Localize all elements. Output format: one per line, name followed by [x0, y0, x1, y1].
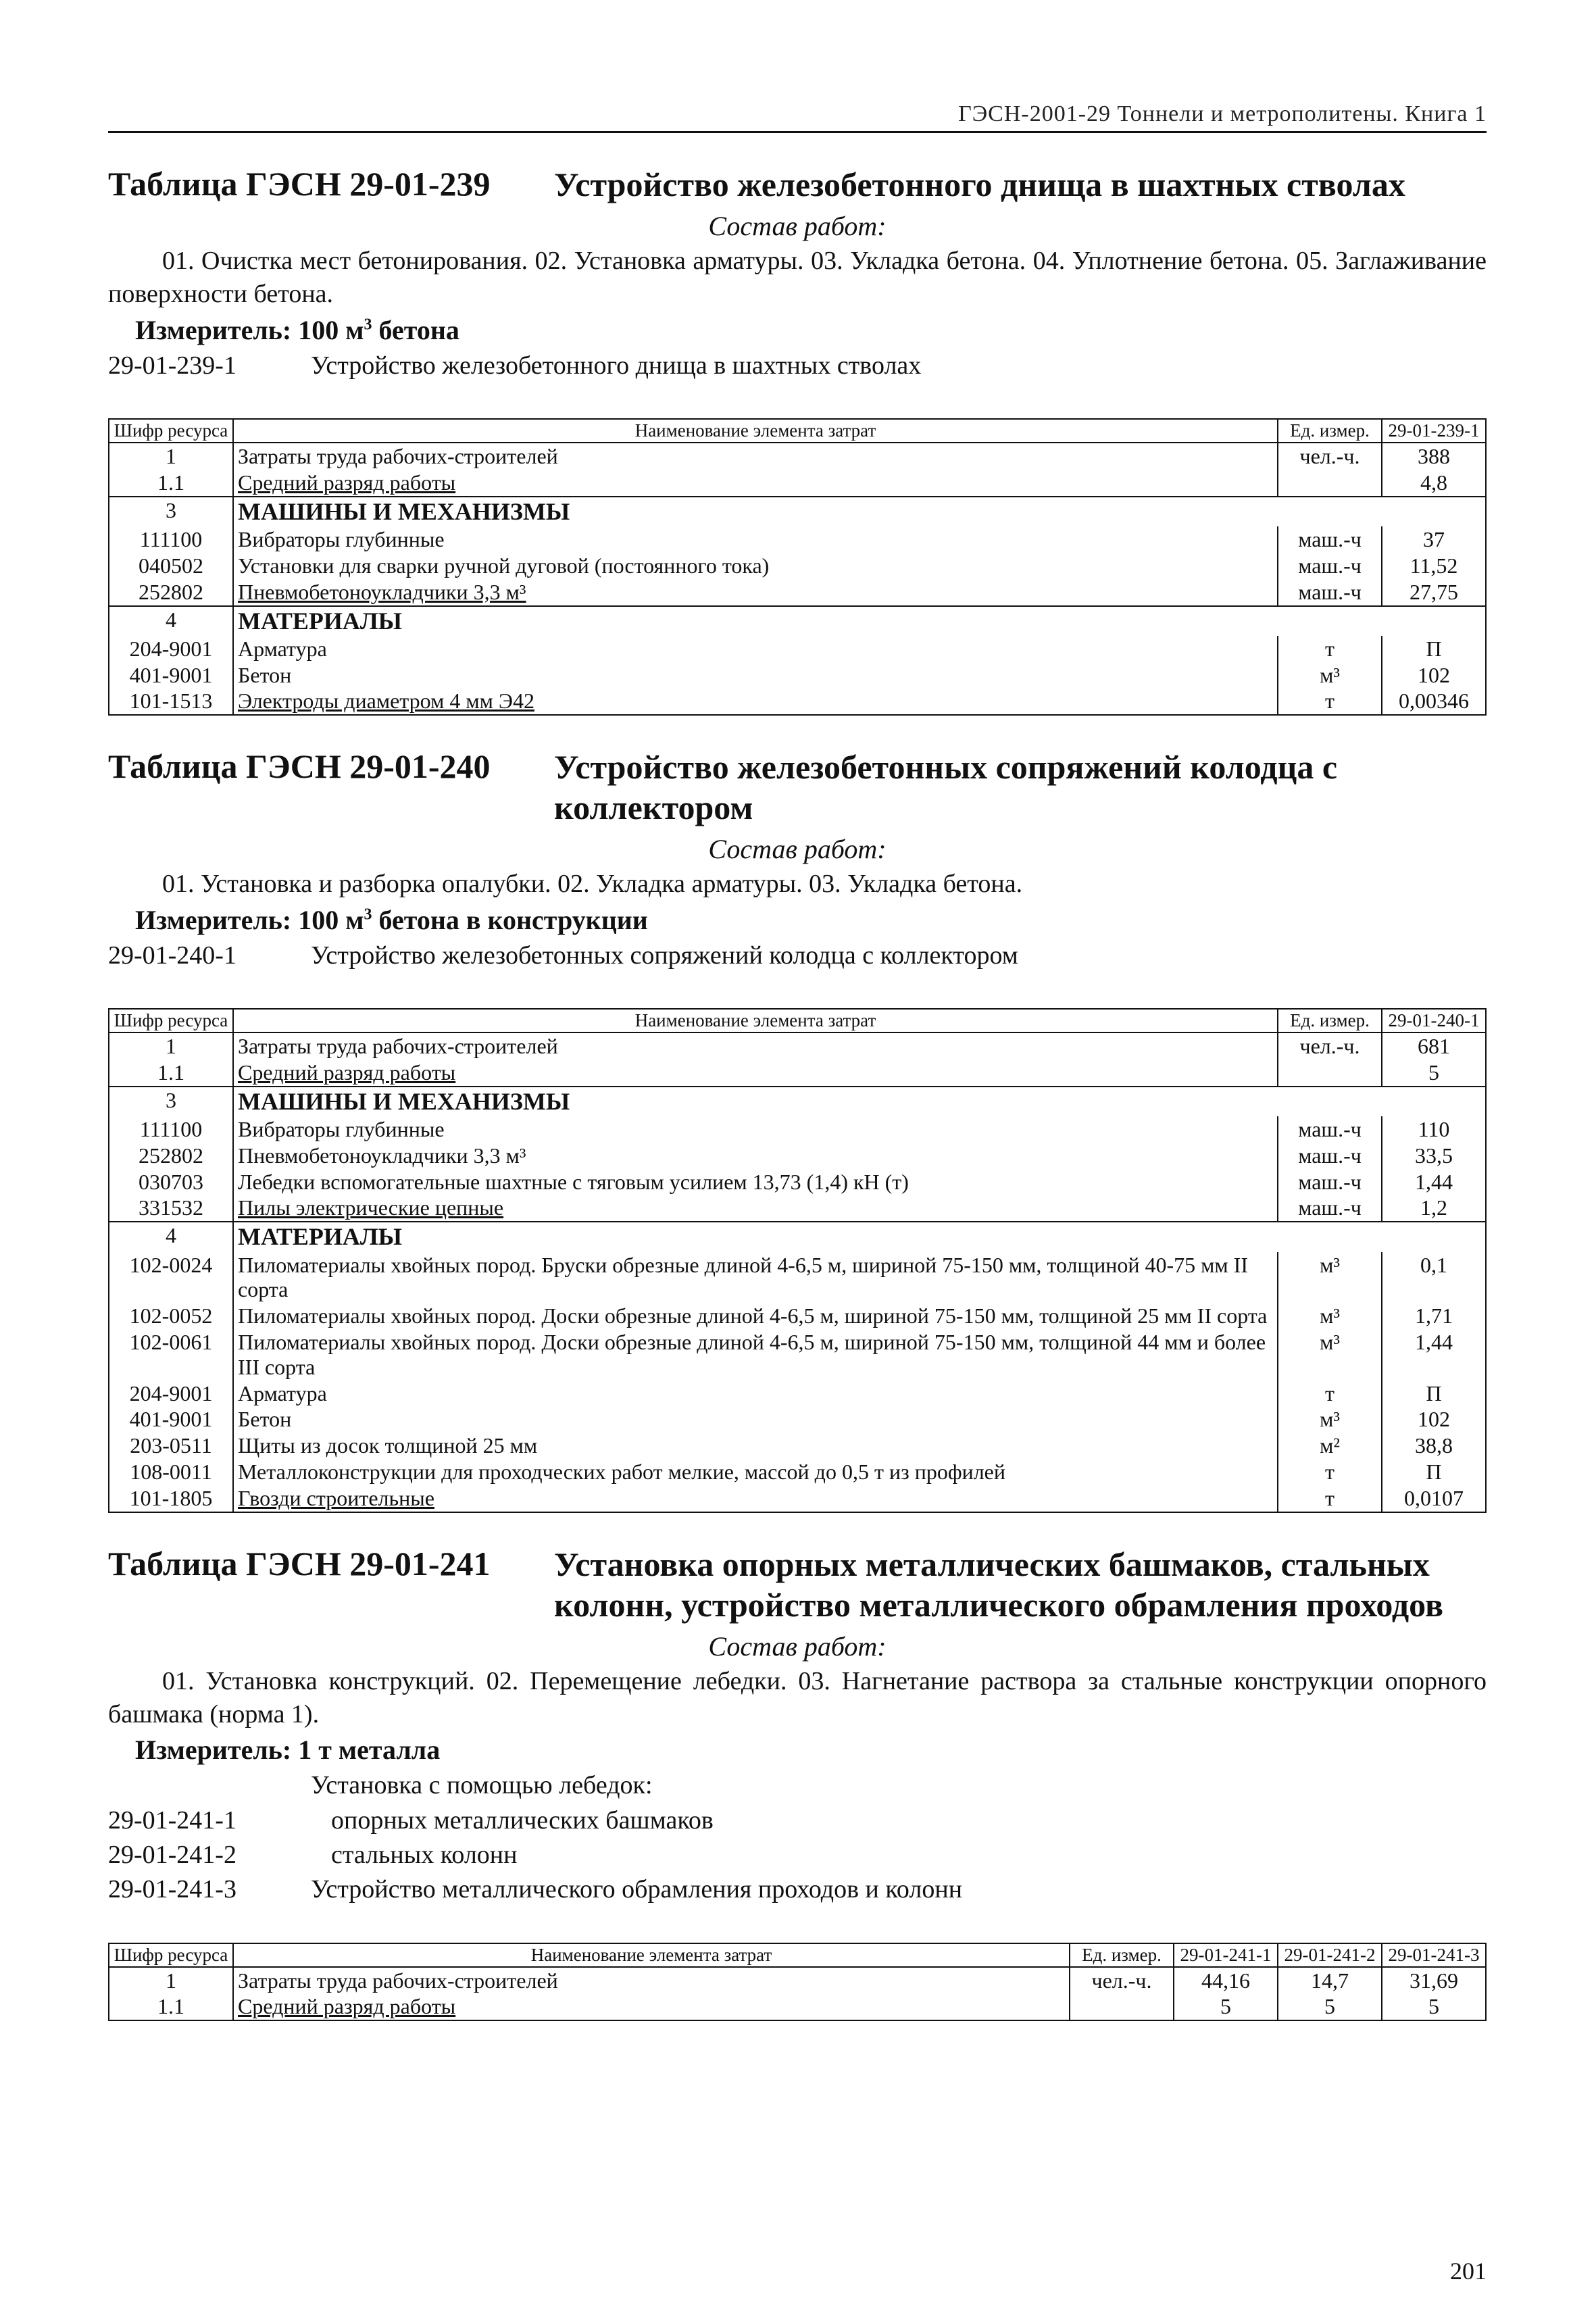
resource-name: Металлоконструкции для проходческих работ мелкие, массой до 0,5 т из профилей — [233, 1459, 1278, 1485]
resource-value: П — [1382, 1380, 1486, 1407]
resource-code: 111100 — [109, 526, 233, 553]
section-heading: МАТЕРИАЛЫ — [233, 606, 1486, 636]
resource-value: 33,5 — [1382, 1143, 1486, 1169]
table-header-row — [109, 419, 1486, 443]
resource-name: Бетон — [233, 662, 1278, 689]
resource-unit: маш.-ч — [1278, 579, 1382, 606]
resource-name: Затраты труда рабочих-строителей — [233, 1032, 1278, 1060]
table-row — [109, 1143, 1486, 1169]
norm-list — [108, 1803, 1487, 1908]
work-list: 01. Установка конструкций. 02. Перемещение лебедки. 03. Нагнетание раствора за стальные конструкции опорного башмака (норма 1). — [108, 1666, 1487, 1728]
table-239-code: Таблица ГЭСН 29-01-239 — [108, 165, 491, 203]
resource-value: 11,52 — [1382, 553, 1486, 579]
header-unit: Ед. измер. — [1278, 419, 1382, 443]
resource-value: 102 — [1382, 662, 1486, 689]
resource-code: 102-0024 — [109, 1252, 233, 1303]
table-241-code: Таблица ГЭСН 29-01-241 — [108, 1544, 491, 1583]
norm-row — [108, 939, 1487, 973]
norm-code: 29-01-241-1 — [108, 1806, 236, 1835]
resource-code: 3 — [109, 1087, 233, 1116]
header-unit: Ед. измер. — [1070, 1943, 1174, 1967]
header-unit: Ед. измер. — [1278, 1009, 1382, 1032]
table-row — [109, 1116, 1486, 1143]
table-row — [109, 526, 1486, 553]
composition-heading: Состав работ: — [708, 1631, 887, 1662]
resource-name: Установки для сварки ручной дуговой (постоянного тока) — [233, 553, 1278, 579]
resource-name: Затраты труда рабочих-строителей — [233, 1967, 1070, 1994]
resource-name: Пиломатериалы хвойных пород. Доски обрезные длиной 4-6,5 м, шириной 75-150 мм, толщиной 44 мм и более III сорта — [233, 1329, 1278, 1380]
resource-value: 5 — [1174, 1993, 1278, 2020]
resource-value: 4,8 — [1382, 470, 1486, 497]
resource-unit: маш.-ч — [1278, 1169, 1382, 1195]
resource-value: 110 — [1382, 1116, 1486, 1143]
work-list: 01. Очистка мест бетонирования. 02. Установка арматуры. 03. Укладка бетона. 04. Уплотнение бетона. 05. Заглаживание поверхности бетона. — [108, 247, 1487, 309]
header-norm: 29-01-240-1 — [1382, 1009, 1486, 1032]
composition-heading: Состав работ: — [708, 834, 887, 865]
resource-value: 681 — [1382, 1032, 1486, 1060]
table-row — [109, 662, 1486, 689]
meter-text-end: бетона в конструкции — [372, 904, 648, 935]
resource-value: 1,71 — [1382, 1303, 1486, 1329]
resource-name: Пневмобетоноукладчики 3,3 м³ — [233, 579, 1278, 606]
norm-code: 29-01-239-1 — [108, 351, 236, 380]
table-row — [109, 1060, 1486, 1087]
table-row — [109, 1485, 1486, 1512]
resource-name: Пилы электрические цепные — [233, 1195, 1278, 1222]
norm-row — [108, 1872, 1487, 1907]
table-header-row — [109, 1943, 1486, 1967]
table-row — [109, 606, 1486, 636]
resource-value: 38,8 — [1382, 1433, 1486, 1459]
resource-code: 252802 — [109, 579, 233, 606]
table-row — [109, 1087, 1486, 1116]
table-row — [109, 443, 1486, 470]
resource-unit: т — [1278, 1380, 1382, 1407]
resource-code: 401-9001 — [109, 662, 233, 689]
resource-name: Электроды диаметром 4 мм Э42 — [233, 688, 1278, 715]
resource-table-241 — [108, 1943, 1487, 2022]
norm-intro: Установка с помощью лебедок: — [311, 1771, 653, 1800]
resource-name: Средний разряд работы — [233, 1060, 1278, 1087]
resource-name: Пневмобетоноукладчики 3,3 м³ — [233, 1143, 1278, 1169]
resource-code: 111100 — [109, 1116, 233, 1143]
resource-code: 102-0052 — [109, 1303, 233, 1329]
page-number: 201 — [1450, 2258, 1487, 2285]
table-row — [109, 1252, 1486, 1303]
norm-name: стальных колонн — [331, 1840, 518, 1869]
resource-unit: чел.-ч. — [1278, 1032, 1382, 1060]
resource-code: 030703 — [109, 1169, 233, 1195]
table-row — [109, 1032, 1486, 1060]
resource-name: Арматура — [233, 636, 1278, 662]
superscript: 3 — [364, 905, 372, 924]
table-row — [109, 1459, 1486, 1485]
norm-code: 29-01-241-3 — [108, 1875, 236, 1904]
norm-code: 29-01-241-2 — [108, 1840, 236, 1869]
table-row — [109, 470, 1486, 497]
resource-code: 1 — [109, 443, 233, 470]
resource-name: Вибраторы глубинные — [233, 1116, 1278, 1143]
resource-name: Бетон — [233, 1406, 1278, 1433]
resource-code: 252802 — [109, 1143, 233, 1169]
header-norm-2: 29-01-241-2 — [1278, 1943, 1382, 1967]
resource-unit: маш.-ч — [1278, 553, 1382, 579]
table-240-code: Таблица ГЭСН 29-01-240 — [108, 747, 491, 786]
page — [108, 101, 1487, 2021]
resource-code: 4 — [109, 606, 233, 636]
resource-value: 27,75 — [1382, 579, 1486, 606]
meter-text: Измеритель: 100 м — [135, 904, 364, 935]
table-239-title — [108, 164, 1487, 205]
table-row — [109, 1433, 1486, 1459]
table-240-name: Устройство железобетонных сопряжений колодца с коллектором — [554, 748, 1338, 827]
header-name: Наименование элемента затрат — [233, 1943, 1070, 1967]
norm-name: Устройство металлического обрамления проходов и колонн — [311, 1875, 963, 1904]
composition-heading: Состав работ: — [708, 211, 887, 241]
section-heading: МАТЕРИАЛЫ — [233, 1222, 1486, 1251]
resource-name: Пиломатериалы хвойных пород. Доски обрезные длиной 4-6,5 м, шириной 75-150 мм, толщиной 25 мм II сорта — [233, 1303, 1278, 1329]
resource-value: 31,69 — [1382, 1967, 1486, 1994]
resource-unit — [1278, 1060, 1382, 1087]
table-row — [109, 1406, 1486, 1433]
table-241-name: Установка опорных металлических башмаков, стальных колонн, устройство металлического обрамления проходов — [554, 1545, 1443, 1624]
resource-value: 0,00346 — [1382, 688, 1486, 715]
norm-row — [108, 1803, 1487, 1838]
resource-name: Пиломатериалы хвойных пород. Бруски обрезные длиной 4-6,5 м, шириной 75-150 мм, толщиной 40-75 мм II сорта — [233, 1252, 1278, 1303]
table-row — [109, 636, 1486, 662]
resource-name: Гвозди строительные — [233, 1485, 1278, 1512]
header-code: Шифр ресурса — [109, 1009, 233, 1032]
section-heading: МАШИНЫ И МЕХАНИЗМЫ — [233, 497, 1486, 526]
resource-value: 102 — [1382, 1406, 1486, 1433]
resource-code: 1.1 — [109, 470, 233, 497]
resource-value: 5 — [1278, 1993, 1382, 2020]
table-row — [109, 1222, 1486, 1251]
resource-code: 204-9001 — [109, 636, 233, 662]
resource-unit: маш.-ч — [1278, 1116, 1382, 1143]
resource-unit: чел.-ч. — [1278, 443, 1382, 470]
table-row — [109, 1967, 1486, 1994]
resource-table-240 — [108, 1008, 1487, 1513]
resource-unit: маш.-ч — [1278, 1143, 1382, 1169]
resource-unit: т — [1278, 1485, 1382, 1512]
table-row — [109, 1195, 1486, 1222]
resource-unit: м³ — [1278, 1329, 1382, 1380]
norm-name: Устройство железобетонных сопряжений колодца с коллектором — [311, 941, 1018, 970]
resource-value: 388 — [1382, 443, 1486, 470]
meter — [135, 314, 1487, 346]
norm-code: 29-01-240-1 — [108, 941, 236, 970]
resource-code: 203-0511 — [109, 1433, 233, 1459]
resource-code: 1.1 — [109, 1060, 233, 1087]
table-row — [109, 1169, 1486, 1195]
resource-code: 401-9001 — [109, 1406, 233, 1433]
resource-unit: т — [1278, 1459, 1382, 1485]
norm-row — [108, 349, 1487, 383]
resource-value: П — [1382, 1459, 1486, 1485]
table-row — [109, 553, 1486, 579]
norm-name: Устройство железобетонного днища в шахтных стволах — [311, 351, 922, 380]
header-norm-3: 29-01-241-3 — [1382, 1943, 1486, 1967]
resource-value: 5 — [1382, 1993, 1486, 2020]
table-row — [109, 1380, 1486, 1407]
section-heading: МАШИНЫ И МЕХАНИЗМЫ — [233, 1087, 1486, 1116]
resource-code: 102-0061 — [109, 1329, 233, 1380]
resource-value: 14,7 — [1278, 1967, 1382, 1994]
resource-code: 101-1805 — [109, 1485, 233, 1512]
resource-unit: маш.-ч — [1278, 526, 1382, 553]
resource-unit: чел.-ч. — [1070, 1967, 1174, 1994]
header-code: Шифр ресурса — [109, 1943, 233, 1967]
norm-name: опорных металлических башмаков — [331, 1806, 714, 1835]
table-row — [109, 579, 1486, 606]
resource-unit: т — [1278, 636, 1382, 662]
table-239-name: Устройство железобетонного днища в шахтных стволах — [554, 166, 1405, 203]
resource-code: 1 — [109, 1032, 233, 1060]
meter — [135, 904, 1487, 936]
resource-name: Щиты из досок толщиной 25 мм — [233, 1433, 1278, 1459]
table-row — [109, 1993, 1486, 2020]
resource-value: 0,0107 — [1382, 1485, 1486, 1512]
resource-code: 204-9001 — [109, 1380, 233, 1407]
norm-row — [108, 1838, 1487, 1872]
table-row — [109, 497, 1486, 526]
resource-value: 1,44 — [1382, 1169, 1486, 1195]
table-row — [109, 1329, 1486, 1380]
header-name: Наименование элемента затрат — [233, 1009, 1278, 1032]
resource-unit — [1278, 470, 1382, 497]
meter: Измеритель: 1 т металла — [135, 1735, 441, 1766]
header-name: Наименование элемента затрат — [233, 419, 1278, 443]
resource-value: 0,1 — [1382, 1252, 1486, 1303]
resource-value: 5 — [1382, 1060, 1486, 1087]
table-241-title — [108, 1544, 1487, 1625]
resource-value: 37 — [1382, 526, 1486, 553]
resource-name: Средний разряд работы — [233, 1993, 1070, 2020]
resource-code: 040502 — [109, 553, 233, 579]
resource-unit: м³ — [1278, 662, 1382, 689]
header-norm: 29-01-239-1 — [1382, 419, 1486, 443]
resource-code: 3 — [109, 497, 233, 526]
resource-code: 331532 — [109, 1195, 233, 1222]
header-norm-1: 29-01-241-1 — [1174, 1943, 1278, 1967]
resource-unit: м² — [1278, 1433, 1382, 1459]
resource-name: Затраты труда рабочих-строителей — [233, 443, 1278, 470]
resource-code: 101-1513 — [109, 688, 233, 715]
resource-code: 108-0011 — [109, 1459, 233, 1485]
meter-text: Измеритель: 100 м — [135, 314, 364, 345]
table-row — [109, 1303, 1486, 1329]
resource-unit: м³ — [1278, 1252, 1382, 1303]
resource-unit: маш.-ч — [1278, 1195, 1382, 1222]
resource-unit: м³ — [1278, 1303, 1382, 1329]
resource-name: Лебедки вспомогательные шахтные с тяговым усилием 13,73 (1,4) кН (т) — [233, 1169, 1278, 1195]
resource-value: 1,2 — [1382, 1195, 1486, 1222]
meter-text-end: бетона — [372, 314, 459, 345]
resource-table-239 — [108, 418, 1487, 716]
resource-unit — [1070, 1993, 1174, 2020]
running-header: ГЭСН-2001-29 Тоннели и метрополитены. Книга 1 — [108, 101, 1487, 133]
resource-value: 1,44 — [1382, 1329, 1486, 1380]
resource-code: 1.1 — [109, 1993, 233, 2020]
superscript: 3 — [364, 316, 372, 334]
table-header-row — [109, 1009, 1486, 1032]
table-240-title — [108, 747, 1487, 828]
resource-value: 44,16 — [1174, 1967, 1278, 1994]
resource-value: П — [1382, 636, 1486, 662]
resource-unit: т — [1278, 688, 1382, 715]
header-code: Шифр ресурса — [109, 419, 233, 443]
resource-code: 1 — [109, 1967, 233, 1994]
resource-code: 4 — [109, 1222, 233, 1251]
resource-name: Средний разряд работы — [233, 470, 1278, 497]
work-list: 01. Установка и разборка опалубки. 02. Укладка арматуры. 03. Укладка бетона. — [162, 870, 1023, 899]
resource-unit: м³ — [1278, 1406, 1382, 1433]
resource-name: Арматура — [233, 1380, 1278, 1407]
resource-name: Вибраторы глубинные — [233, 526, 1278, 553]
table-row — [109, 688, 1486, 715]
